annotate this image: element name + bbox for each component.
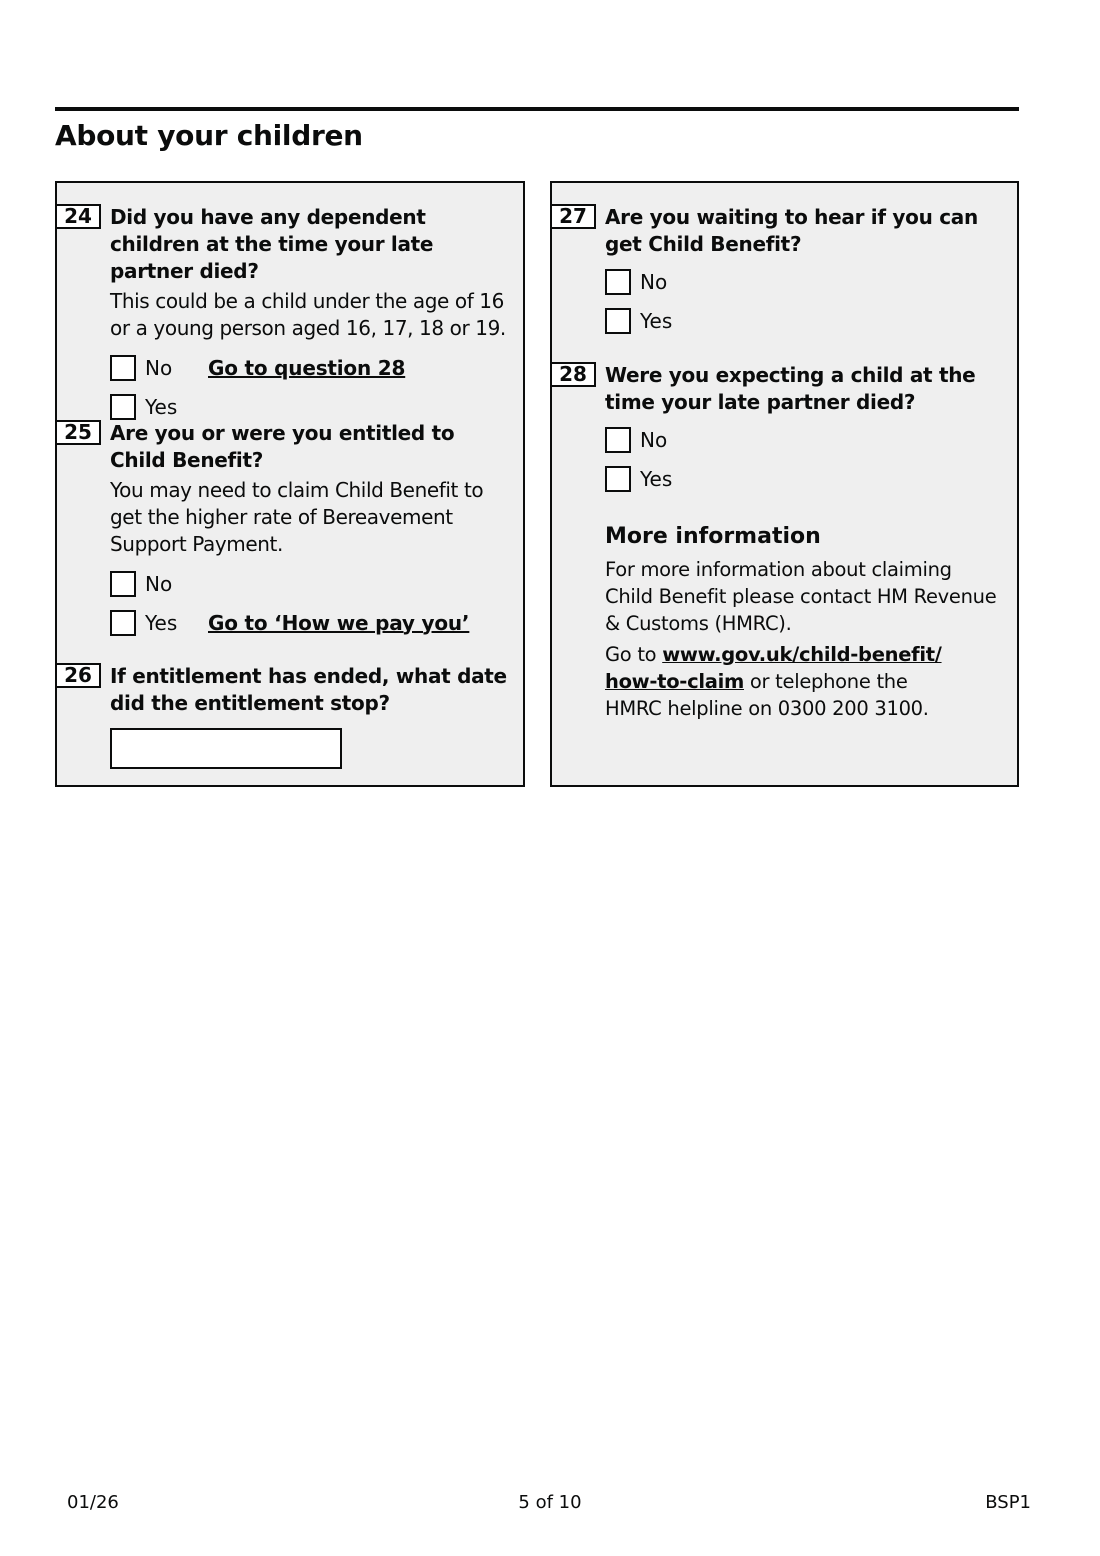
option-label: Yes (145, 394, 178, 419)
questions-panel-right (550, 181, 1019, 787)
section-top-rule (55, 107, 1019, 111)
question-number: 28 (550, 362, 596, 387)
option-no[interactable] (110, 564, 511, 603)
more-information-heading: More information (605, 524, 821, 549)
checkbox-yes[interactable] (110, 610, 136, 636)
more-information-contact (605, 641, 1005, 722)
question-number: 26 (55, 663, 101, 688)
more-information-text: For more information about claiming Child Benefit please contact HM Revenue & Customs (HMRC). (605, 558, 997, 635)
question-text: Were you expecting a child at the time your late partner died? (605, 363, 976, 414)
checkbox-no[interactable] (605, 427, 631, 453)
checkbox-no[interactable] (110, 571, 136, 597)
question-number: 25 (55, 420, 101, 445)
option-label: No (145, 571, 173, 596)
child-benefit-link-part1[interactable]: www.gov.uk/child-benefit/ (662, 643, 942, 666)
checkbox-yes[interactable] (110, 394, 136, 420)
question-number: 24 (55, 204, 101, 229)
option-no[interactable] (605, 420, 1005, 459)
option-label: Yes (145, 610, 178, 635)
footer-form-code: BSP1 (985, 1492, 1031, 1513)
option-label: Yes (640, 466, 673, 491)
goto-instruction[interactable]: Go to question 28 (208, 355, 406, 380)
question-25 (57, 420, 523, 642)
questions-panel-left (55, 181, 525, 787)
option-label: Yes (640, 308, 673, 333)
question-28 (552, 362, 1017, 722)
contact-prefix: Go to (605, 643, 663, 666)
question-hint: This could be a child under the age of 16 or a young person aged 16, 17, 18 or 19. (110, 289, 506, 340)
question-text: Are you or were you entitled to Child Benefit? (110, 421, 455, 472)
option-label: No (640, 269, 668, 294)
goto-instruction[interactable]: Go to ‘How we pay you’ (208, 610, 470, 635)
checkbox-no[interactable] (605, 269, 631, 295)
option-label: No (640, 427, 668, 452)
option-label: No (145, 355, 173, 380)
option-no[interactable] (110, 348, 511, 387)
option-no[interactable] (605, 262, 1005, 301)
contact-suffix: or telephone the (744, 670, 908, 693)
question-hint: You may need to claim Child Benefit to get the higher rate of Bereavement Support Payment. (110, 478, 484, 556)
footer-date-code: 01/26 (67, 1492, 119, 1513)
question-text: Are you waiting to hear if you can get Child Benefit? (605, 205, 978, 256)
footer-page-number: 5 of 10 (518, 1492, 582, 1513)
checkbox-yes[interactable] (605, 308, 631, 334)
helpline-text: HMRC helpline on 0300 200 3100. (605, 697, 929, 720)
option-yes[interactable] (110, 603, 511, 642)
section-title: About your children (55, 119, 363, 152)
checkbox-yes[interactable] (605, 466, 631, 492)
child-benefit-link-part2[interactable]: how-to-claim (605, 670, 745, 693)
option-yes[interactable] (605, 301, 1005, 340)
question-text: If entitlement has ended, what date did the entitlement stop? (110, 664, 507, 715)
question-26 (57, 663, 523, 769)
question-text: Did you have any dependent children at the time your late partner died? (110, 205, 434, 283)
question-24 (57, 204, 523, 426)
question-number: 27 (550, 204, 596, 229)
checkbox-no[interactable] (110, 355, 136, 381)
question-27 (552, 204, 1017, 340)
option-yes[interactable] (605, 459, 1005, 498)
entitlement-end-date-field[interactable] (110, 728, 342, 769)
